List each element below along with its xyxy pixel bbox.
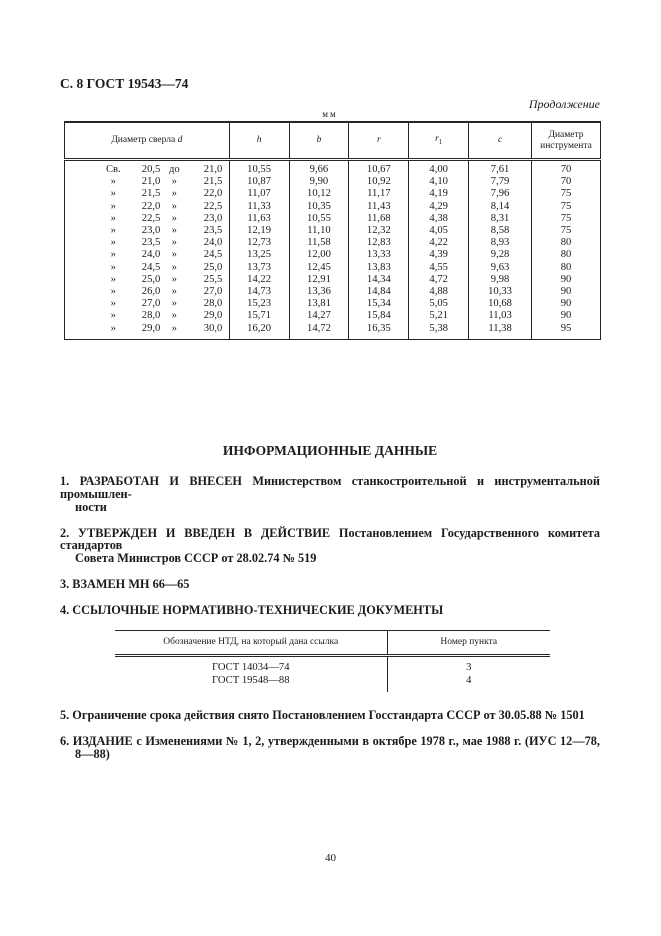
dimensions-table-header-row (65, 122, 601, 160)
dimensions-table-row (65, 323, 601, 340)
dimension-value-cell: 15,34 (349, 298, 409, 310)
drill-diameter-cell: » 21,0 » 21,5 (110, 176, 223, 188)
ntd-table-header-row (115, 631, 550, 656)
dimensions-header-cell: b (289, 122, 349, 160)
dimension-value-cell: 10,68 (469, 298, 532, 310)
dimensions-header-cell: Диаметр сверла d (65, 122, 230, 160)
ntd-table-row (115, 674, 550, 692)
dimension-value-cell: 12,32 (349, 225, 409, 237)
dimensions-header-cell: h (229, 122, 289, 160)
dimension-value-cell: 13,83 (349, 262, 409, 274)
dimension-value-cell: 14,73 (229, 286, 289, 298)
dimensions-header-cell: Диаметр инструмента (531, 122, 600, 160)
dimension-value-cell: 12,91 (289, 274, 349, 286)
dimensions-table-row (65, 237, 601, 249)
dimension-value-cell: 11,58 (289, 237, 349, 249)
dimension-value-cell: 11,68 (349, 213, 409, 225)
dimension-value-cell: 4,88 (409, 286, 469, 298)
dimension-value-cell: 4,55 (409, 262, 469, 274)
dimensions-table-row (65, 176, 601, 188)
dimension-value-cell: 10,55 (289, 213, 349, 225)
dimension-value-cell: 15,23 (229, 298, 289, 310)
ntd-reference-table (115, 630, 550, 692)
dimensions-header-cell: c (469, 122, 532, 160)
dimension-value-cell: 13,81 (289, 298, 349, 310)
dimension-value-cell: 10,35 (289, 201, 349, 213)
ntd-header-clause: Номер пункта (387, 631, 550, 656)
doc-header: С. 8 ГОСТ 19543—74 (60, 76, 189, 91)
dimension-value-cell: 8,93 (469, 237, 532, 249)
continuation-label: Продолжение (528, 97, 600, 111)
dimension-value-cell: 70 (531, 176, 600, 188)
dimensions-table-row (65, 188, 601, 200)
dimensions-header-cell: r (349, 122, 409, 160)
drill-diameter-cell: » 22,5 » 23,0 (110, 212, 223, 224)
dimension-value-cell: 95 (531, 323, 600, 340)
dimensions-table-body (65, 160, 601, 340)
info-item (60, 709, 600, 722)
ntd-header-designation: Обозначение НТД, на который дана ссылка (115, 631, 387, 656)
dimension-value-cell: 7,96 (469, 188, 532, 200)
dimension-value-cell: 14,84 (349, 286, 409, 298)
dimension-value-cell: 12,19 (229, 225, 289, 237)
info-item-line: 3. ВЗАМЕН МН 66—65 (60, 577, 190, 592)
dimension-value-cell: 11,43 (349, 201, 409, 213)
ntd-table-cell: 4 (387, 674, 550, 692)
dimensions-table-row (65, 274, 601, 286)
dimension-value-cell: 11,63 (229, 213, 289, 225)
dimension-value-cell: 80 (531, 237, 600, 249)
info-item-line: Совета Министров СССР от 28.02.74 № 519 (75, 551, 317, 566)
dimension-value-cell: 10,87 (229, 176, 289, 188)
dimension-value-cell: 90 (531, 298, 600, 310)
drill-diameter-cell: » 28,0 » 29,0 (110, 310, 223, 322)
dimension-value-cell: 7,79 (469, 176, 532, 188)
dimensions-header-cell: $r_1$ (409, 122, 469, 160)
dimension-value-cell: 14,27 (289, 310, 349, 322)
ntd-table-row (115, 656, 550, 675)
dimension-value-cell: 11,33 (229, 201, 289, 213)
drill-diameter-cell: » 22,0 » 22,5 (110, 200, 223, 212)
dimensions-table-row (65, 249, 601, 261)
drill-diameter-cell: » 25,0 » 25,5 (110, 273, 223, 285)
dimension-value-cell: 5,21 (409, 310, 469, 322)
dimension-value-cell: 4,19 (409, 188, 469, 200)
drill-diameter-cell: » 29,0 » 30,0 (110, 322, 223, 334)
dimension-value-cell: 90 (531, 310, 600, 322)
dimension-value-cell: 16,20 (229, 323, 289, 340)
info-item (60, 604, 600, 617)
dimension-value-cell: 9,28 (469, 249, 532, 261)
dimension-value-cell: 4,38 (409, 213, 469, 225)
dimension-value-cell: 70 (531, 160, 600, 177)
dimension-value-cell: 75 (531, 225, 600, 237)
dimension-value-cell: 14,72 (289, 323, 349, 340)
dimension-value-cell: 13,25 (229, 249, 289, 261)
dimensions-table-row (65, 262, 601, 274)
dimension-value-cell: 4,39 (409, 249, 469, 261)
ntd-table-cell: ГОСТ 19548—88 (212, 675, 290, 687)
dimension-value-cell: 11,03 (469, 310, 532, 322)
dimension-value-cell: 9,66 (289, 160, 349, 177)
unit-label: мм (322, 109, 338, 119)
dimension-value-cell: 10,67 (349, 160, 409, 177)
dimension-value-cell: 4,22 (409, 237, 469, 249)
dimension-value-cell: 80 (531, 262, 600, 274)
dimension-value-cell: 10,12 (289, 188, 349, 200)
dimension-value-cell: 80 (531, 249, 600, 261)
dimension-value-cell: 11,17 (349, 188, 409, 200)
dimension-value-cell: 10,33 (469, 286, 532, 298)
info-item-line: 8—88) (75, 746, 110, 761)
dimension-value-cell: 13,36 (289, 286, 349, 298)
info-item (60, 578, 600, 591)
dimension-value-cell: 14,34 (349, 274, 409, 286)
info-item (60, 527, 600, 566)
dimensions-table-row (65, 160, 601, 177)
dimension-value-cell: 9,90 (289, 176, 349, 188)
dimension-value-cell: 90 (531, 286, 600, 298)
dimension-value-cell: 8,31 (469, 213, 532, 225)
dimension-value-cell: 75 (531, 188, 600, 200)
dimension-value-cell: 15,84 (349, 310, 409, 322)
dimension-value-cell: 10,55 (229, 160, 289, 177)
dimensions-table-row (65, 201, 601, 213)
drill-diameter-cell: Св. 20,5 до 21,0 (105, 164, 223, 175)
dimension-value-cell: 16,35 (349, 323, 409, 340)
dimension-value-cell: 13,73 (229, 262, 289, 274)
drill-diameter-cell: » 23,0 » 23,5 (110, 225, 223, 237)
dimension-value-cell: 4,00 (409, 160, 469, 177)
dimension-value-cell: 5,05 (409, 298, 469, 310)
info-item-line: ности (75, 499, 107, 514)
info-item-line: 4. ССЫЛОЧНЫЕ НОРМАТИВНО-ТЕХНИЧЕСКИЕ ДОКУМЕНТЫ (60, 603, 444, 618)
info-items-after-table (60, 709, 600, 761)
dimensions-table-row (65, 286, 601, 298)
info-item-line: 6. ИЗДАНИЕ с Изменениями № 1, 2, утвержденными в октябре 1978 г., мае 1988 г. (ИУС 12—78, (60, 734, 600, 748)
dimension-value-cell: 75 (531, 201, 600, 213)
drill-diameter-cell: » 24,5 » 25,0 (110, 261, 223, 273)
dimension-value-cell: 13,33 (349, 249, 409, 261)
dimension-value-cell: 11,38 (469, 323, 532, 340)
dimensions-table-row (65, 310, 601, 322)
drill-diameter-cell: » 24,0 » 24,5 (110, 249, 223, 261)
info-heading: ИНФОРМАЦИОННЫЕ ДАННЫЕ (222, 442, 438, 458)
dimension-value-cell: 4,72 (409, 274, 469, 286)
dimension-value-cell: 11,10 (289, 225, 349, 237)
ntd-table-cell: ГОСТ 14034—74 (212, 662, 290, 674)
page-number: 40 (325, 852, 336, 864)
info-item (60, 475, 600, 514)
info-items-before-table (60, 475, 600, 617)
ntd-table-head (115, 631, 550, 656)
dimension-value-cell: 7,61 (469, 160, 532, 177)
dimensions-table-row (65, 213, 601, 225)
dimension-value-cell: 15,71 (229, 310, 289, 322)
dimensions-table-row (65, 298, 601, 310)
drill-diameter-cell: » 21,5 » 22,0 (110, 188, 223, 200)
dimension-value-cell: 5,38 (409, 323, 469, 340)
dimension-value-cell: 12,45 (289, 262, 349, 274)
info-item-line: 1. РАЗРАБОТАН И ВНЕСЕН Министерством станкостроительной и инструментальной промышлен- (60, 473, 600, 501)
dimension-value-cell: 90 (531, 274, 600, 286)
drill-diameter-cell: » 26,0 » 27,0 (110, 286, 223, 298)
dimension-value-cell: 11,07 (229, 188, 289, 200)
dimension-value-cell: 4,29 (409, 201, 469, 213)
dimension-value-cell: 4,05 (409, 225, 469, 237)
dimension-value-cell: 8,58 (469, 225, 532, 237)
dimension-value-cell: 12,00 (289, 249, 349, 261)
dimension-value-cell: 14,22 (229, 274, 289, 286)
dimension-value-cell: 12,83 (349, 237, 409, 249)
dimensions-table (64, 121, 601, 340)
dimensions-table-row (65, 225, 601, 237)
info-item-line: 5. Ограничение срока действия снято Постановлением Госстандарта СССР от 30.05.88 № 1501 (60, 708, 585, 723)
dimension-value-cell: 75 (531, 213, 600, 225)
dimension-value-cell: 9,98 (469, 274, 532, 286)
dimension-value-cell: 4,10 (409, 176, 469, 188)
dimensions-table-head (65, 122, 601, 160)
dimension-value-cell: 9,63 (469, 262, 532, 274)
info-item (60, 735, 600, 761)
drill-diameter-cell: » 23,5 » 24,0 (110, 237, 223, 249)
info-item-line: 2. УТВЕРЖДЕН И ВВЕДЕН В ДЕЙСТВИЕ Постановлением Государственного комитета стандартов (60, 525, 600, 553)
dimension-value-cell: 8,14 (469, 201, 532, 213)
ntd-table-body (115, 656, 550, 693)
ntd-table-cell: 3 (387, 656, 550, 675)
dimension-value-cell: 10,92 (349, 176, 409, 188)
drill-diameter-cell: » 27,0 » 28,0 (110, 298, 223, 310)
dimension-value-cell: 12,73 (229, 237, 289, 249)
